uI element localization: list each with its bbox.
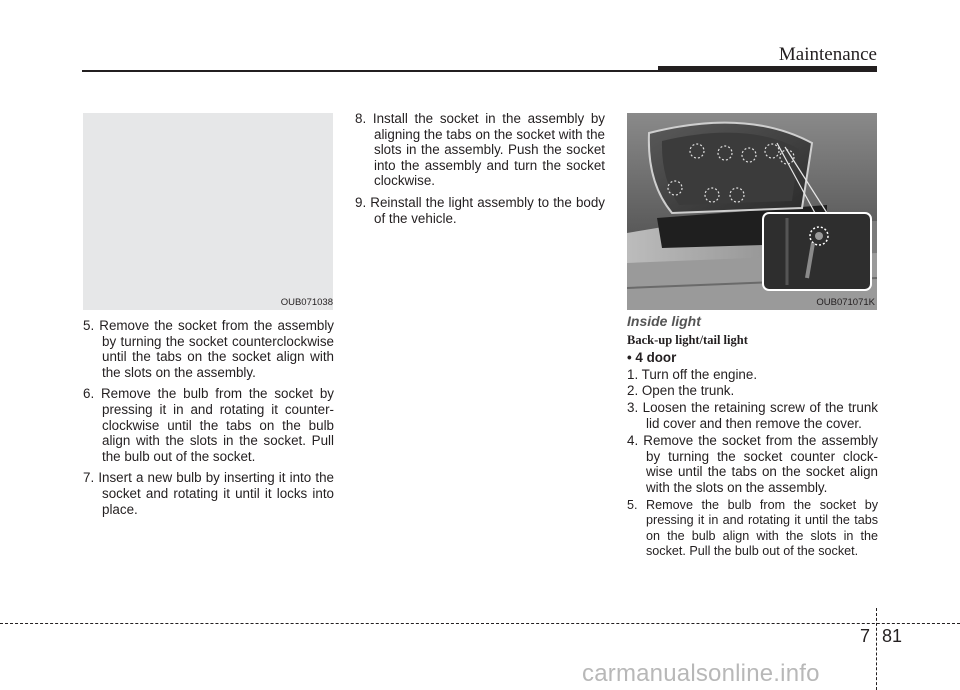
subsection-title: Back-up light/tail light	[627, 332, 748, 347]
figure-placeholder-left	[83, 113, 333, 310]
right-column-text	[627, 314, 878, 566]
step-6-left: 6. Remove the bulb from the socket by pressing it in and rotating it counter-clockwise until the tabs on the bulb align with the slots in the socket. Pull the bulb out of the socket.	[83, 386, 334, 464]
step-1-right: 1. Turn off the engine.	[627, 366, 758, 382]
figure-caption-right: OUB071071K	[816, 297, 875, 308]
figure-caption-left: OUB071038	[280, 297, 333, 308]
page-number: 81	[882, 626, 903, 646]
left-column-steps	[83, 318, 334, 523]
watermark: carmanualsonline.info	[582, 660, 820, 687]
step-4-right: 4. Remove the socket from the assembly by turning the socket counter clock-wise until the tabs on the socket align with the slots on the assembly.	[627, 433, 878, 495]
step-5-left: 5. Remove the socket from the assembly by turning the socket counterclockwise until the tabs on the socket align with the slots on the assembly.	[83, 318, 334, 380]
trunk-illustration	[627, 113, 877, 310]
step-7-left: 7. Insert a new bulb by inserting it into the socket and rotating it until it locks into place.	[83, 470, 334, 517]
footer-vertical-divider	[876, 608, 877, 690]
section-title-inside-light: Inside light	[627, 313, 701, 329]
middle-column-steps	[355, 111, 605, 232]
footer-divider	[0, 623, 960, 624]
page-header-title: Maintenance	[778, 44, 877, 65]
trunk-open-photo	[627, 113, 877, 310]
step-2-right: 2. Open the trunk.	[627, 383, 735, 399]
step-5-right: 5. Remove the bulb from the socket by pressing it in and rotating it until the tabs on the bulb align with the slots in the socket. Pull the bulb out of the socket.	[627, 497, 878, 559]
step-8: 8. Install the socket in the assembly by aligning the tabs on the socket with the slots in the assembly. Push the socket into the assembly and turn the socket clockwise.	[355, 111, 605, 189]
header-divider-thin	[82, 70, 660, 72]
step-9: 9. Reinstall the light assembly to the body of the vehicle.	[355, 194, 605, 226]
header-divider-thick	[658, 66, 877, 72]
chapter-number: 7	[859, 626, 870, 646]
step-3-right: 3. Loosen the retaining screw of the trunk lid cover and then remove the cover.	[627, 399, 878, 431]
bullet-4-door: • 4 door	[627, 350, 677, 366]
